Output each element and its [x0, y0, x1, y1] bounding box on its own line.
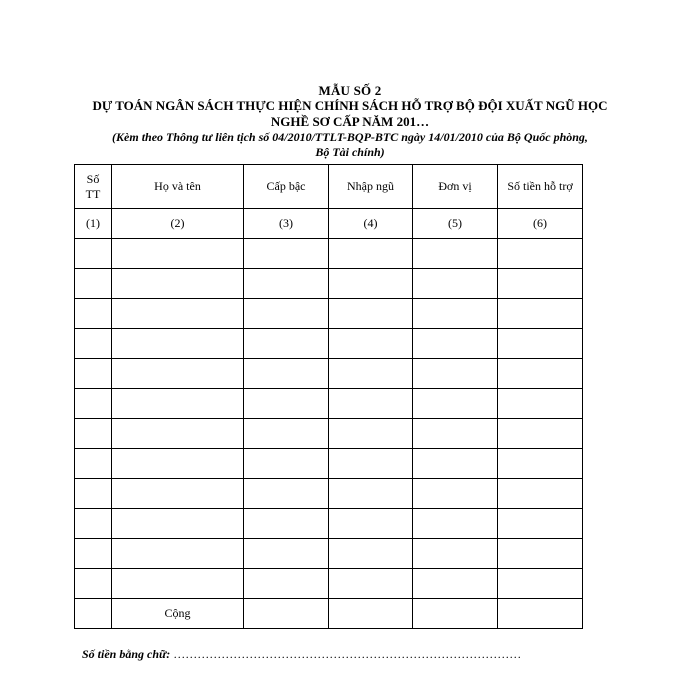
- form-number: MẪU SỐ 2: [318, 83, 382, 98]
- subtitle-line-2: Bộ Tài chính): [315, 145, 385, 159]
- table-cell: [112, 569, 244, 599]
- table-cell: [329, 329, 413, 359]
- table-cell: [112, 419, 244, 449]
- total-cell: [329, 599, 413, 629]
- column-number: (2): [112, 209, 244, 239]
- table-cell: [498, 419, 583, 449]
- table-cell: [413, 239, 498, 269]
- subtitle-line-1: (Kèm theo Thông tư liên tịch số 04/2010/TTLT-BQP-BTC ngày 14/01/2010 của Bộ Quốc phòng,: [112, 130, 588, 144]
- table-cell: [75, 539, 112, 569]
- table-cell: [498, 299, 583, 329]
- table-row: [75, 569, 583, 599]
- table-cell: [244, 239, 329, 269]
- document-title: [74, 98, 626, 130]
- table-cell: [413, 389, 498, 419]
- column-number-row: [75, 209, 583, 239]
- table-cell: [413, 419, 498, 449]
- table-row: [75, 329, 583, 359]
- column-number: (6): [498, 209, 583, 239]
- title-line-2: NGHỀ SƠ CẤP NĂM 201…: [270, 114, 430, 129]
- table-cell: [413, 569, 498, 599]
- table-cell: [75, 569, 112, 599]
- table-cell: [244, 419, 329, 449]
- table-row: [75, 509, 583, 539]
- table-cell: [413, 539, 498, 569]
- table-cell: [75, 269, 112, 299]
- table-cell: [244, 359, 329, 389]
- column-header-unit: Đơn vị: [413, 165, 498, 209]
- column-header-enlistment: Nhập ngũ: [329, 165, 413, 209]
- table-cell: [75, 509, 112, 539]
- table-cell: [329, 509, 413, 539]
- column-number: (3): [244, 209, 329, 239]
- column-header-name: Họ và tên: [112, 165, 244, 209]
- table-row: [75, 479, 583, 509]
- table-cell: [498, 269, 583, 299]
- budget-table: [74, 164, 583, 629]
- table-cell: [244, 509, 329, 539]
- table-cell: [244, 449, 329, 479]
- total-cell: [413, 599, 498, 629]
- table-row: [75, 269, 583, 299]
- column-header-no: [75, 165, 112, 209]
- total-cell: [75, 599, 112, 629]
- table-cell: [112, 359, 244, 389]
- table-cell: [112, 449, 244, 479]
- table-cell: [329, 359, 413, 389]
- table-row: [75, 449, 583, 479]
- table-cell: [498, 569, 583, 599]
- table-cell: [329, 569, 413, 599]
- table-cell: [498, 509, 583, 539]
- table-cell: [413, 479, 498, 509]
- amount-in-words: [82, 647, 521, 662]
- table-cell: [244, 569, 329, 599]
- document-subtitle: [74, 130, 626, 160]
- table-row: [75, 239, 583, 269]
- table-header-row: [75, 165, 583, 209]
- table-cell: [112, 239, 244, 269]
- table-cell: [413, 329, 498, 359]
- table-cell: [413, 449, 498, 479]
- table-cell: [498, 479, 583, 509]
- table-row: [75, 359, 583, 389]
- table-cell: [112, 389, 244, 419]
- column-number: (4): [329, 209, 413, 239]
- table-cell: [112, 509, 244, 539]
- table-cell: [498, 329, 583, 359]
- table-cell: [244, 269, 329, 299]
- table-row: [75, 419, 583, 449]
- table-cell: [329, 449, 413, 479]
- table-cell: [329, 479, 413, 509]
- title-line-1: DỰ TOÁN NGÂN SÁCH THỰC HIỆN CHÍNH SÁCH HỖ TRỢ BỘ ĐỘI XUẤT NGŨ HỌC: [92, 98, 608, 113]
- table-cell: [498, 359, 583, 389]
- table-cell: [112, 329, 244, 359]
- table-cell: [244, 389, 329, 419]
- total-row: [75, 599, 583, 629]
- table-cell: [75, 389, 112, 419]
- column-header-no-line1: Số: [86, 171, 100, 186]
- column-header-amount: Số tiền hỗ trợ: [498, 165, 583, 209]
- table-row: [75, 539, 583, 569]
- empty-rows: [75, 239, 583, 599]
- table-cell: [244, 479, 329, 509]
- table-cell: [498, 239, 583, 269]
- table-cell: [329, 269, 413, 299]
- table-cell: [413, 509, 498, 539]
- total-cell: [498, 599, 583, 629]
- table-cell: [75, 239, 112, 269]
- table-cell: [329, 419, 413, 449]
- table-cell: [75, 359, 112, 389]
- table-cell: [112, 269, 244, 299]
- table-cell: [75, 329, 112, 359]
- table-cell: [498, 539, 583, 569]
- table-cell: [329, 389, 413, 419]
- column-header-rank: Cấp bậc: [244, 165, 329, 209]
- table-cell: [244, 539, 329, 569]
- total-cell: [244, 599, 329, 629]
- table-cell: [112, 539, 244, 569]
- table-cell: [413, 269, 498, 299]
- table-cell: [75, 479, 112, 509]
- column-number: (5): [413, 209, 498, 239]
- table-cell: [244, 299, 329, 329]
- table-cell: [75, 449, 112, 479]
- amount-in-words-label: Số tiền bằng chữ:: [82, 647, 171, 661]
- table-cell: [244, 329, 329, 359]
- table-cell: [112, 299, 244, 329]
- table-row: [75, 299, 583, 329]
- table-cell: [112, 479, 244, 509]
- table-cell: [498, 389, 583, 419]
- table-cell: [75, 419, 112, 449]
- table-cell: [413, 299, 498, 329]
- column-number: (1): [75, 209, 112, 239]
- table-cell: [329, 539, 413, 569]
- total-label: Cộng: [112, 599, 244, 629]
- amount-in-words-dots: ……………………………………………………………………………: [170, 647, 522, 661]
- table-cell: [413, 359, 498, 389]
- table-cell: [329, 239, 413, 269]
- column-header-no-line2: TT: [85, 186, 101, 201]
- table-cell: [498, 449, 583, 479]
- table-row: [75, 389, 583, 419]
- table-cell: [329, 299, 413, 329]
- table-cell: [75, 299, 112, 329]
